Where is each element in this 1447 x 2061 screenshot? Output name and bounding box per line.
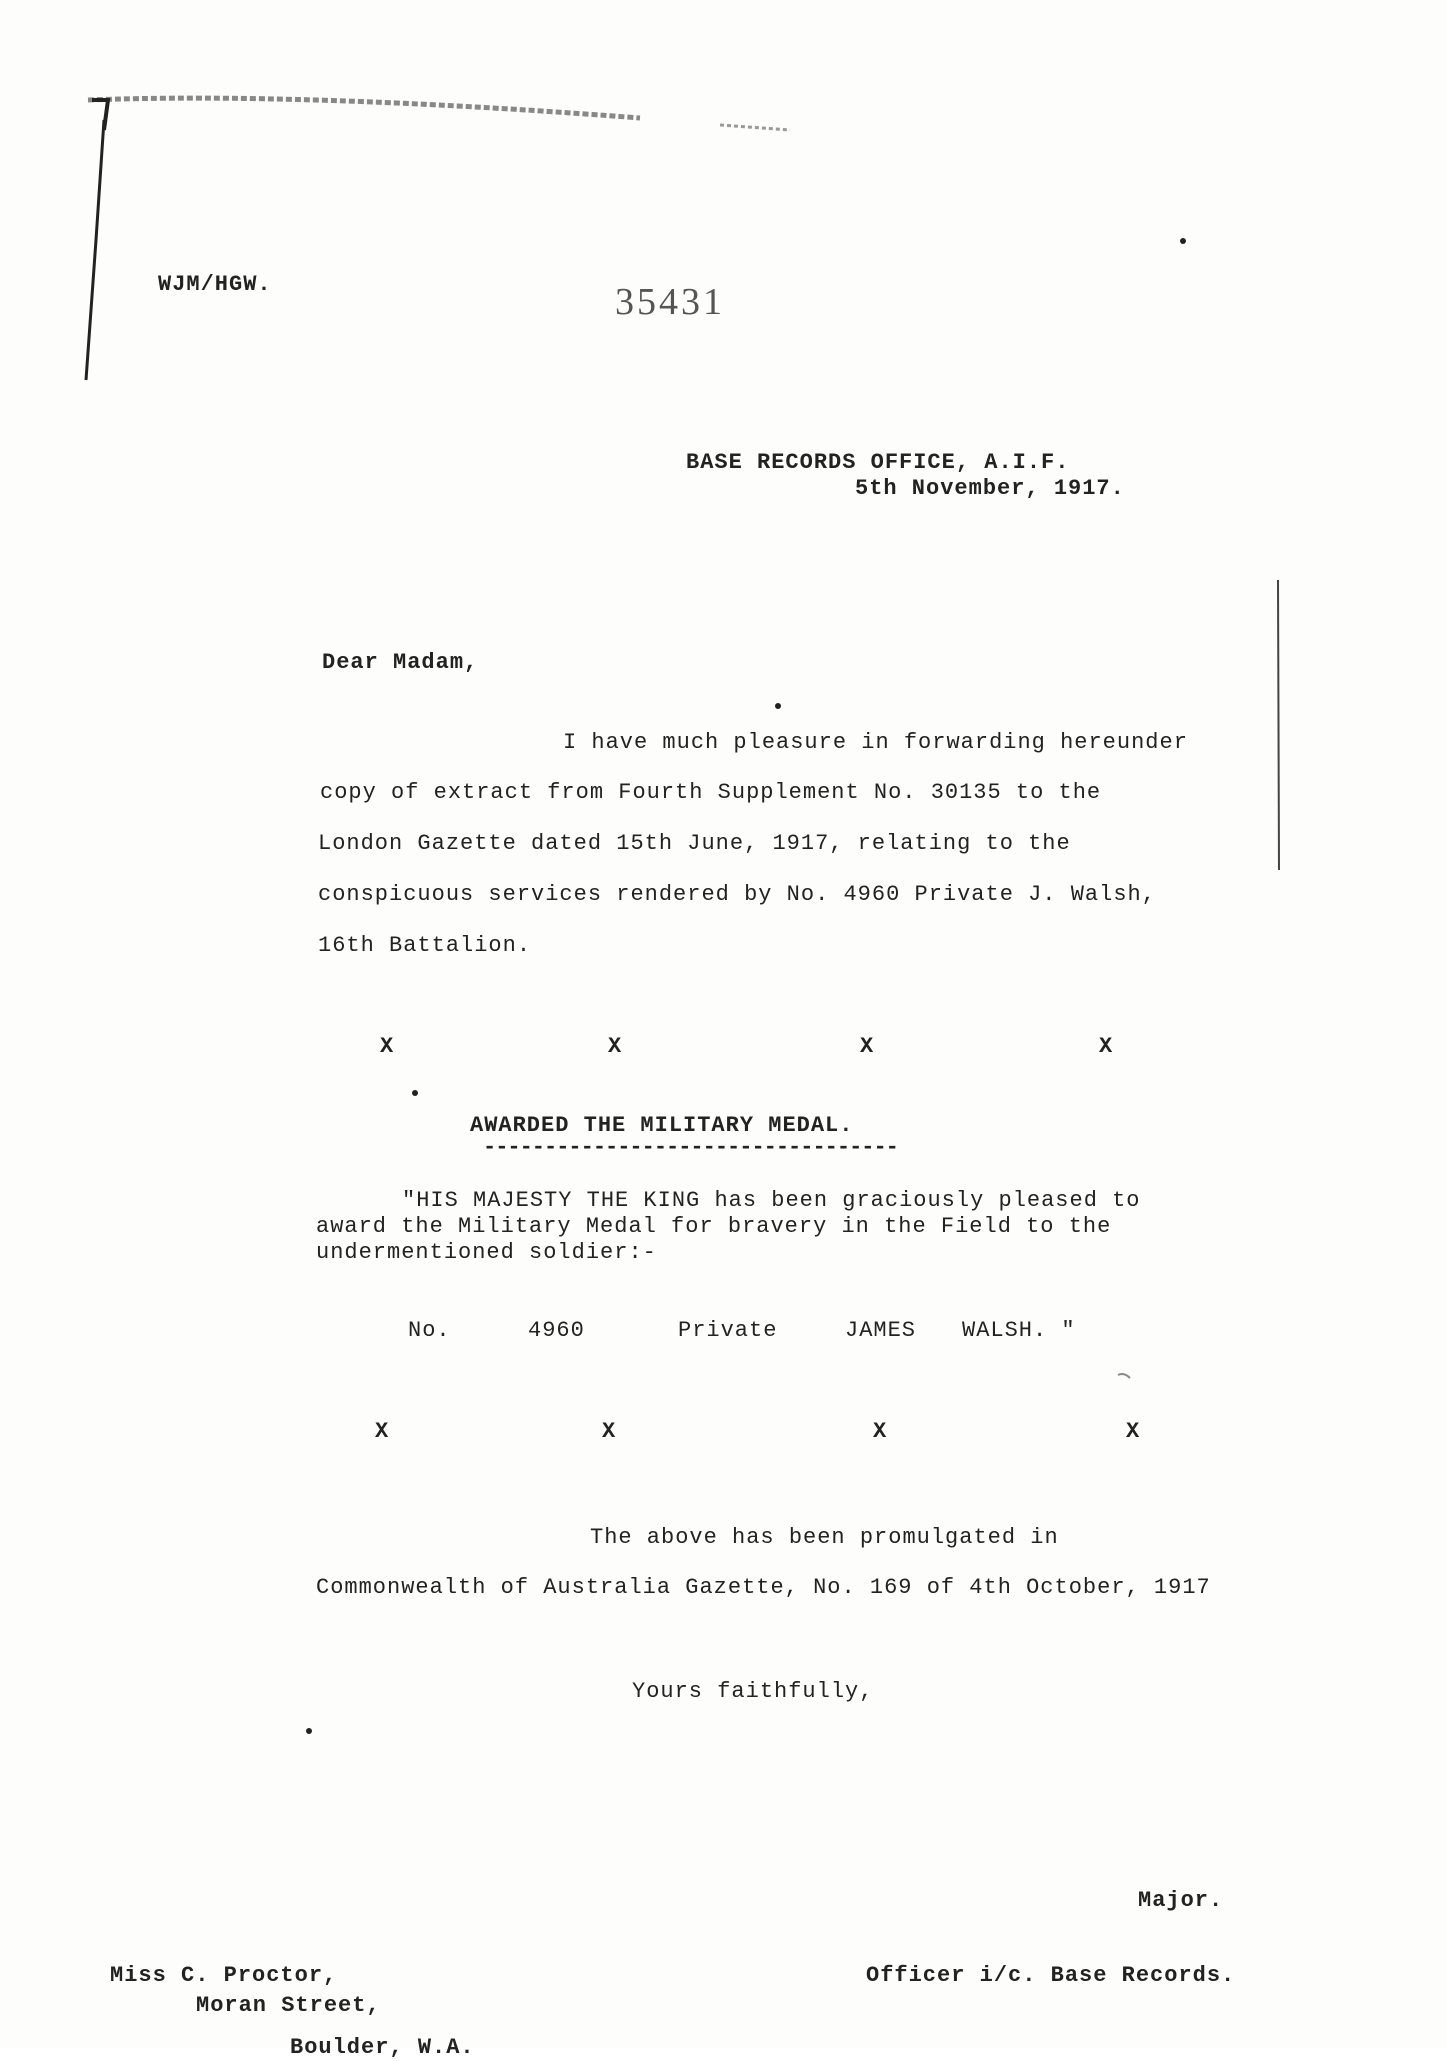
letter-date: 5th November, 1917. [855,476,1125,501]
separator-x: X [860,1034,874,1059]
body-line: I have much pleasure in forwarding hereunder [563,730,1188,755]
award-heading: AWARDED THE MILITARY MEDAL. [470,1113,854,1138]
scan-speck [1180,238,1186,244]
addressee-name: Miss C. Proctor, [110,1963,338,1988]
scan-speck [412,1090,418,1096]
body-line: conspicuous services rendered by No. 4960 Private J. Walsh, [318,882,1156,907]
body-line: copy of extract from Fourth Supplement No. 30135 to the [320,780,1102,805]
soldier-number: 4960 [528,1318,585,1343]
citation-line: "HIS MAJESTY THE KING has been graciously pleased to [402,1188,1141,1213]
signatory-title: Officer i/c. Base Records. [866,1963,1236,1988]
promulgation-line: Commonwealth of Australia Gazette, No. 169 of 4th October, 1917 [316,1575,1211,1600]
office-name: BASE RECORDS OFFICE, A.I.F. [686,450,1070,475]
separator-x: X [873,1419,887,1444]
soldier-rank: Private [678,1318,778,1343]
separator-x: X [1099,1034,1113,1059]
separator-x: X [1126,1419,1140,1444]
body-line: 16th Battalion. [318,933,532,958]
separator-x: X [602,1419,616,1444]
citation-line: undermentioned soldier:- [316,1240,657,1265]
soldier-no-label: No. [408,1318,451,1343]
separator-x: X [380,1034,394,1059]
heading-underline: ---------------------------------- [483,1135,898,1160]
scan-speck [775,703,781,709]
addressee-town: Boulder, W.A. [290,2035,475,2060]
separator-x: X [375,1419,389,1444]
closing: Yours faithfully, [632,1679,874,1704]
addressee-street: Moran Street, [196,1993,381,2018]
scan-speck [306,1728,312,1734]
file-number: 35431 [615,281,725,323]
soldier-surname: WALSH. " [962,1318,1076,1343]
signatory-rank: Major. [1138,1888,1224,1913]
reference-code: WJM/HGW. [158,272,272,297]
separator-x: X [608,1034,622,1059]
salutation: Dear Madam, [322,650,479,675]
promulgation-line: The above has been promulgated in [590,1525,1059,1550]
soldier-first-name: JAMES [845,1318,917,1343]
body-line: London Gazette dated 15th June, 1917, relating to the [318,831,1071,856]
citation-line: award the Military Medal for bravery in the Field to the [316,1214,1112,1239]
